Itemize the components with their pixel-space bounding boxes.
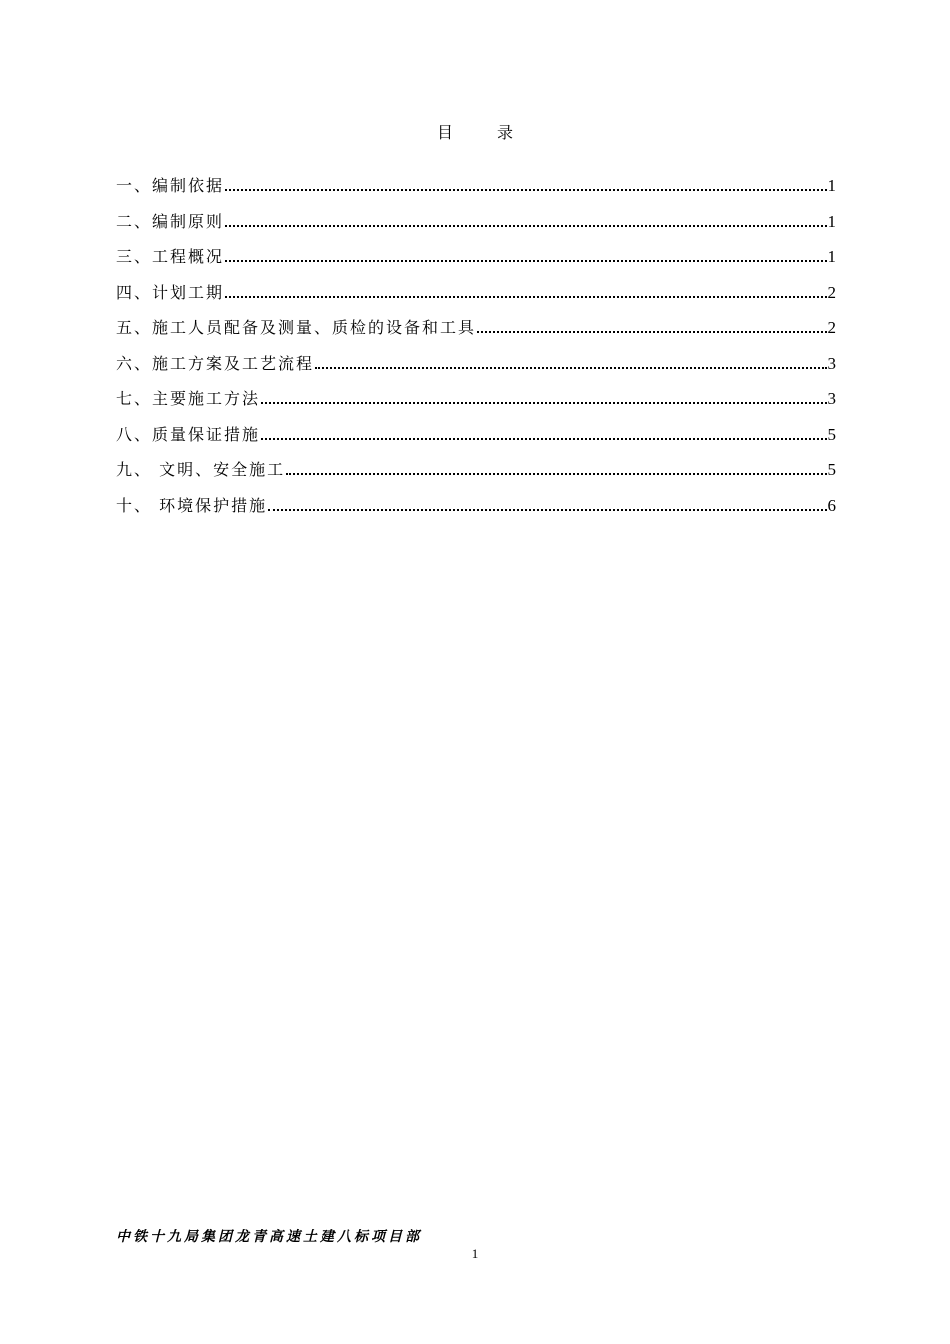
toc-entry-page: 5 bbox=[827, 460, 836, 479]
toc-entry-label: 十、 环境保护措施 bbox=[116, 495, 268, 515]
toc-dot-leader bbox=[261, 438, 826, 440]
toc-entry-page: 1 bbox=[827, 176, 836, 195]
toc-entry-label: 五、施工人员配备及测量、质检的设备和工具 bbox=[116, 318, 477, 337]
toc-entry-label: 八、质量保证措施 bbox=[116, 424, 261, 444]
toc-entry-page: 2 bbox=[827, 318, 836, 337]
toc-entry-page: 5 bbox=[827, 424, 836, 444]
toc-dot-leader bbox=[315, 367, 826, 369]
toc-dot-leader bbox=[261, 402, 826, 404]
toc-entry[interactable] bbox=[116, 174, 836, 210]
toc-dot-leader bbox=[225, 296, 826, 298]
toc-entry[interactable] bbox=[116, 494, 836, 530]
toc-entry-label: 二、编制原则 bbox=[116, 211, 225, 231]
toc-dot-leader bbox=[225, 225, 826, 227]
toc-entry-page: 1 bbox=[827, 211, 836, 231]
toc-entry-page: 2 bbox=[827, 282, 836, 302]
toc-entry-page: 6 bbox=[827, 495, 836, 515]
toc-entry-label: 六、施工方案及工艺流程 bbox=[116, 353, 315, 373]
toc-dot-leader bbox=[268, 509, 826, 511]
toc-list bbox=[116, 174, 836, 529]
toc-dot-leader bbox=[477, 331, 826, 333]
toc-entry[interactable] bbox=[116, 210, 836, 246]
toc-entry-page: 1 bbox=[827, 247, 836, 266]
toc-entry-page: 3 bbox=[827, 389, 836, 408]
toc-entry[interactable] bbox=[116, 245, 836, 281]
toc-dot-leader bbox=[286, 473, 826, 475]
toc-entry[interactable] bbox=[116, 423, 836, 459]
toc-entry[interactable] bbox=[116, 281, 836, 317]
toc-title: 目 录 bbox=[436, 123, 527, 142]
toc-dot-leader bbox=[225, 260, 826, 262]
toc-entry-label: 四、计划工期 bbox=[116, 282, 225, 302]
page-number: 1 bbox=[471, 1246, 479, 1261]
toc-entry[interactable] bbox=[116, 316, 836, 352]
toc-entry-label: 三、工程概况 bbox=[116, 247, 225, 266]
toc-entry-page: 3 bbox=[827, 353, 836, 373]
toc-entry-label: 七、主要施工方法 bbox=[116, 389, 261, 408]
footer-organization: 中铁十九局集团龙青高速土建八标项目部 bbox=[116, 1229, 422, 1245]
toc-entry-label: 九、 文明、安全施工 bbox=[116, 460, 286, 479]
toc-dot-leader bbox=[225, 189, 826, 191]
toc-entry[interactable] bbox=[116, 458, 836, 494]
toc-entry[interactable] bbox=[116, 387, 836, 423]
toc-entry[interactable] bbox=[116, 352, 836, 388]
toc-entry-label: 一、编制依据 bbox=[116, 176, 225, 195]
